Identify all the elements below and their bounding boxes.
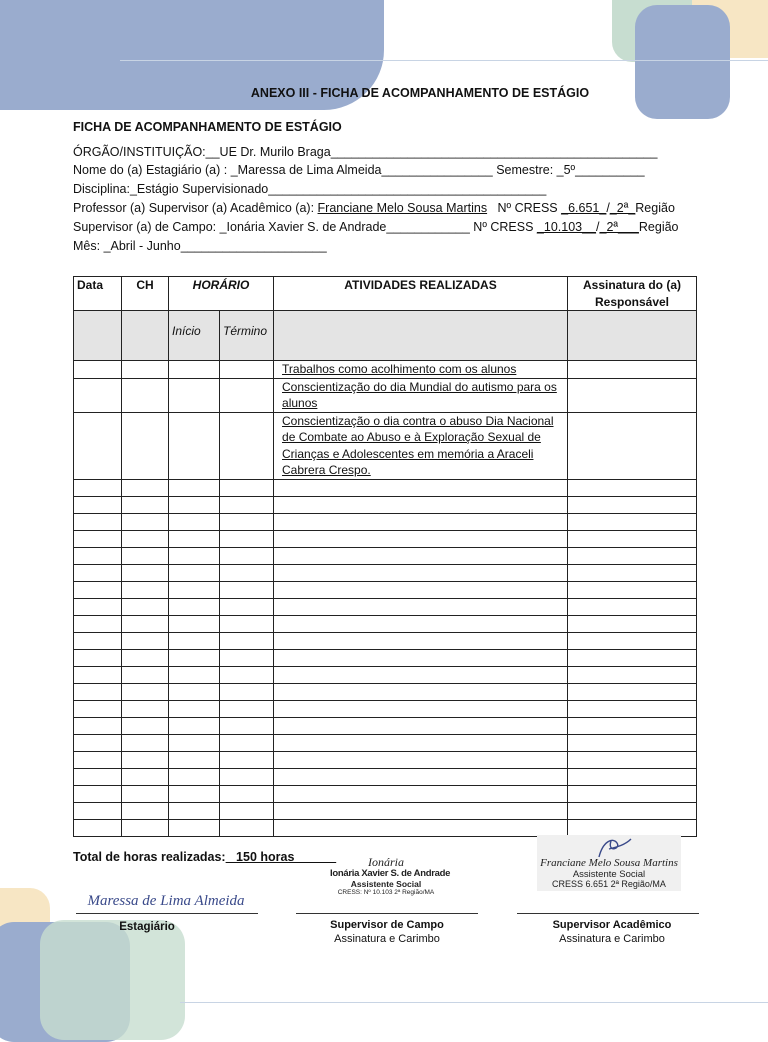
cell-atividade: [274, 802, 568, 819]
annex-title: ANEXO III - FICHA DE ACOMPANHAMENTO DE ESTÁGIO: [250, 86, 590, 100]
cell-data: [74, 717, 122, 734]
cell-assinatura: [568, 564, 697, 581]
table-subheader-row: [74, 311, 697, 361]
cell-termino: [220, 412, 274, 479]
activity-2: Conscientização do dia Mundial do autismo para os alunos: [274, 378, 568, 412]
cell-atividade: [274, 666, 568, 683]
header-ch: CH: [122, 277, 169, 311]
cell-inicio: [169, 717, 220, 734]
academico-stamp-role: Assistente Social: [572, 869, 646, 880]
activity-3: Conscientização o dia contra o abuso Dia Nacional de Combate ao Abuso e à Exploração Sexual de Crianças e Adolescentes em memória a Araceli Cabrera Crespo.: [274, 412, 568, 479]
cell-assinatura: [568, 632, 697, 649]
cell-data: [74, 785, 122, 802]
table-row: [74, 598, 697, 615]
cell-assinatura: [568, 768, 697, 785]
sub-empty-assinatura: [568, 311, 697, 361]
cell-ch: [122, 819, 169, 836]
campo-label: Supervisor (a) de Campo:: [73, 220, 217, 234]
cell-assinatura: [568, 378, 697, 412]
semestre-label: Semestre:: [496, 163, 554, 177]
campo-value: _Ionária Xavier S. de Andrade____________: [216, 220, 470, 234]
disciplina-label: Disciplina:: [73, 182, 130, 196]
cell-ch: [122, 751, 169, 768]
cell-inicio: [169, 683, 220, 700]
cell-termino: [220, 513, 274, 530]
orgao-line: [73, 145, 657, 159]
campo-stamp-name: Ionária Xavier S. de Andrade: [330, 868, 451, 879]
cell-data: [74, 361, 122, 379]
cell-data: [74, 819, 122, 836]
total-value: _150 horas______: [225, 850, 337, 864]
cell-data: [74, 496, 122, 513]
campo-stamp-sig: Ionária: [368, 855, 404, 869]
cell-data: [74, 615, 122, 632]
cell-data: [74, 547, 122, 564]
cell-data: [74, 683, 122, 700]
cell-ch: [122, 802, 169, 819]
cell-ch: [122, 717, 169, 734]
cell-termino: [220, 768, 274, 785]
cell-assinatura: [568, 547, 697, 564]
table-row: [74, 496, 697, 513]
cell-ch: [122, 412, 169, 479]
semestre-value: _5º__________: [553, 163, 645, 177]
cell-inicio: [169, 734, 220, 751]
cell-inicio: [169, 378, 220, 412]
table-row: [74, 581, 697, 598]
cell-inicio: [169, 361, 220, 379]
professor-cress-label: Nº CRESS: [497, 201, 558, 215]
cell-termino: [220, 785, 274, 802]
cell-inicio: [169, 802, 220, 819]
campo-regiao-value: _2ª___: [599, 220, 639, 234]
campo-line: Supervisor (a) de Campo: _Ionária Xavier S. de Andrade____________ Nº CRESS _10.103__/_2ª___Região: [73, 220, 679, 234]
cell-data: [74, 649, 122, 666]
total-hours-line: [73, 850, 336, 864]
cell-assinatura: [568, 361, 697, 379]
cell-atividade: [274, 632, 568, 649]
campo-sub: Assinatura e Carimbo: [334, 933, 440, 945]
cell-data: [74, 378, 122, 412]
cell-inicio: [169, 632, 220, 649]
campo-cress-value: _10.103__: [536, 220, 597, 234]
table-row: [74, 530, 697, 547]
cell-termino: [220, 751, 274, 768]
cell-atividade: [274, 700, 568, 717]
cell-ch: [122, 530, 169, 547]
cell-assinatura: [568, 734, 697, 751]
academico-label: Supervisor Acadêmico: [552, 919, 672, 931]
campo-stamp-role: Assistente Social: [350, 879, 422, 889]
cell-inicio: [169, 751, 220, 768]
cell-ch: [122, 581, 169, 598]
cell-termino: [220, 734, 274, 751]
professor-regiao-label: Região: [635, 201, 675, 215]
cell-ch: [122, 683, 169, 700]
cell-data: [74, 632, 122, 649]
cell-data: [74, 598, 122, 615]
cell-termino: [220, 666, 274, 683]
cell-data: [74, 802, 122, 819]
professor-cress-value: _6.651_: [561, 201, 607, 215]
disciplina-line: [73, 182, 546, 196]
table-row: [74, 700, 697, 717]
cell-ch: [122, 547, 169, 564]
cell-ch: [122, 768, 169, 785]
mes-label: Mês:: [73, 239, 101, 253]
cell-data: [74, 479, 122, 496]
estagiario-value: _Maressa de Lima Almeida________________: [227, 163, 493, 177]
table-row: [74, 361, 697, 379]
cell-assinatura: [568, 700, 697, 717]
cell-inicio: [169, 581, 220, 598]
cell-inicio: [169, 513, 220, 530]
cell-inicio: [169, 530, 220, 547]
table-row: [74, 683, 697, 700]
professor-line: Professor (a) Supervisor (a) Acadêmico (a): Franciane Melo Sousa Martins Nº CRESS _6.651_/_2ª_Região: [73, 201, 675, 215]
academico-stamp-name: Franciane Melo Sousa Martins: [540, 857, 678, 869]
cell-termino: [220, 700, 274, 717]
cell-atividade: [274, 819, 568, 836]
cell-atividade: [274, 530, 568, 547]
cell-ch: [122, 513, 169, 530]
cell-atividade: [274, 581, 568, 598]
cell-ch: [122, 734, 169, 751]
cell-data: [74, 666, 122, 683]
cell-atividade: [274, 479, 568, 496]
table-row: [74, 717, 697, 734]
sub-empty-data: [74, 311, 122, 361]
campo-stamp: [330, 855, 451, 896]
cell-inicio: [169, 412, 220, 479]
cell-assinatura: [568, 717, 697, 734]
cell-ch: [122, 666, 169, 683]
cell-termino: [220, 683, 274, 700]
professor-regiao-value: _2ª_: [609, 201, 636, 215]
disciplina-value: _Estágio Supervisionado________________________________________: [129, 182, 547, 196]
cell-termino: [220, 530, 274, 547]
total-label: Total de horas realizadas:: [73, 850, 226, 864]
cell-ch: [122, 785, 169, 802]
cell-atividade: [274, 717, 568, 734]
academico-stamp-cress: CRESS 6.651 2ª Região/MA: [552, 879, 666, 889]
campo-cress-label: Nº CRESS: [473, 220, 534, 234]
form-title: FICHA DE ACOMPANHAMENTO DE ESTÁGIO: [73, 120, 342, 134]
cell-inicio: [169, 615, 220, 632]
table-row: [74, 649, 697, 666]
cell-atividade: [274, 734, 568, 751]
cell-termino: [220, 598, 274, 615]
table-row: [74, 564, 697, 581]
cell-atividade: [274, 751, 568, 768]
cell-assinatura: [568, 598, 697, 615]
cell-assinatura: [568, 615, 697, 632]
cell-termino: [220, 496, 274, 513]
table-row: [74, 479, 697, 496]
orgao-label: ÓRGÃO/INSTITUIÇÃO:: [73, 145, 206, 159]
table-row: [74, 547, 697, 564]
table-row: [74, 785, 697, 802]
table-row: [74, 819, 697, 836]
cell-data: [74, 581, 122, 598]
campo-stamp-cress: CRESS: Nº 10.103 2ª Região/MA: [337, 889, 435, 896]
table-row: [74, 412, 697, 479]
cell-inicio: [169, 598, 220, 615]
table-row: [74, 734, 697, 751]
cell-assinatura: [568, 819, 697, 836]
cell-termino: [220, 479, 274, 496]
cell-termino: [220, 581, 274, 598]
table-row: [74, 615, 697, 632]
estagiario-signature: Maressa de Lima Almeida: [87, 893, 245, 909]
cell-ch: [122, 632, 169, 649]
cell-data: [74, 530, 122, 547]
cell-termino: [220, 547, 274, 564]
cell-assinatura: [568, 479, 697, 496]
cell-inicio: [169, 479, 220, 496]
cell-termino: [220, 649, 274, 666]
cell-data: [74, 751, 122, 768]
cell-ch: [122, 361, 169, 379]
header-horario: HORÁRIO: [169, 277, 274, 311]
cell-inicio: [169, 700, 220, 717]
cell-inicio: [169, 768, 220, 785]
cell-ch: [122, 598, 169, 615]
academico-sub: Assinatura e Carimbo: [559, 933, 665, 945]
cell-atividade: [274, 768, 568, 785]
activity-1: Trabalhos como acolhimento com os alunos: [274, 361, 568, 379]
cell-termino: [220, 802, 274, 819]
campo-label: Supervisor de Campo: [330, 919, 444, 931]
table-row: [74, 378, 697, 412]
cell-ch: [122, 615, 169, 632]
header-atividades: ATIVIDADES REALIZADAS: [274, 277, 568, 311]
table-row: [74, 666, 697, 683]
table-header-row: [74, 277, 697, 311]
cell-inicio: [169, 819, 220, 836]
cell-assinatura: [568, 412, 697, 479]
mes-line: [73, 239, 327, 253]
cell-atividade: [274, 785, 568, 802]
cell-atividade: [274, 598, 568, 615]
academico-stamp: [537, 835, 681, 891]
cell-termino: [220, 361, 274, 379]
estagiario-sig-line: [76, 913, 258, 914]
cell-data: [74, 700, 122, 717]
cell-inicio: [169, 496, 220, 513]
cell-ch: [122, 649, 169, 666]
campo-regiao-label: Região: [638, 220, 679, 234]
cell-termino: [220, 564, 274, 581]
sub-termino: Término: [220, 311, 274, 361]
cell-atividade: [274, 547, 568, 564]
cell-termino: [220, 378, 274, 412]
estagiario-label: Estagiário: [119, 921, 175, 933]
cell-atividade: [274, 564, 568, 581]
cell-assinatura: [568, 785, 697, 802]
cell-ch: [122, 496, 169, 513]
professor-label: Professor (a) Supervisor (a) Acadêmico (a):: [73, 201, 315, 215]
table-row: [74, 802, 697, 819]
cell-atividade: [274, 496, 568, 513]
cell-termino: [220, 717, 274, 734]
cell-assinatura: [568, 666, 697, 683]
cell-inicio: [169, 785, 220, 802]
cell-data: [74, 564, 122, 581]
activity-table: [73, 276, 697, 837]
table-row: [74, 768, 697, 785]
cell-assinatura: [568, 581, 697, 598]
cell-termino: [220, 632, 274, 649]
cell-ch: [122, 700, 169, 717]
header-data: Data: [74, 277, 122, 311]
sub-empty-atividades: [274, 311, 568, 361]
sub-inicio: Início: [169, 311, 220, 361]
professor-value: Franciane Melo Sousa Martins: [317, 201, 488, 215]
cell-assinatura: [568, 751, 697, 768]
cell-inicio: [169, 547, 220, 564]
cell-termino: [220, 819, 274, 836]
cell-atividade: [274, 683, 568, 700]
cell-data: [74, 412, 122, 479]
cell-data: [74, 768, 122, 785]
campo-sig-line: [296, 913, 478, 914]
cell-atividade: [274, 513, 568, 530]
cell-assinatura: [568, 530, 697, 547]
cell-ch: [122, 564, 169, 581]
estagiario-line: [73, 163, 645, 177]
cell-assinatura: [568, 802, 697, 819]
header-assinatura: Assinatura do (a) Responsável: [568, 277, 697, 311]
cell-termino: [220, 615, 274, 632]
cell-assinatura: [568, 496, 697, 513]
cell-ch: [122, 479, 169, 496]
estagiario-label: Nome do (a) Estagiário (a) :: [73, 163, 228, 177]
cell-inicio: [169, 666, 220, 683]
mes-value: _Abril - Junho_____________________: [100, 239, 327, 253]
table-row: [74, 513, 697, 530]
cell-data: [74, 513, 122, 530]
cell-inicio: [169, 564, 220, 581]
cell-data: [74, 734, 122, 751]
table-row: [74, 632, 697, 649]
sub-empty-ch: [122, 311, 169, 361]
cell-ch: [122, 378, 169, 412]
academico-sig-line: [517, 913, 699, 914]
cell-atividade: [274, 649, 568, 666]
cell-inicio: [169, 649, 220, 666]
cell-atividade: [274, 615, 568, 632]
table-row: [74, 751, 697, 768]
cell-assinatura: [568, 513, 697, 530]
cell-assinatura: [568, 683, 697, 700]
orgao-value: __UE Dr. Murilo Braga_______________________________________________: [205, 145, 658, 159]
cell-assinatura: [568, 649, 697, 666]
